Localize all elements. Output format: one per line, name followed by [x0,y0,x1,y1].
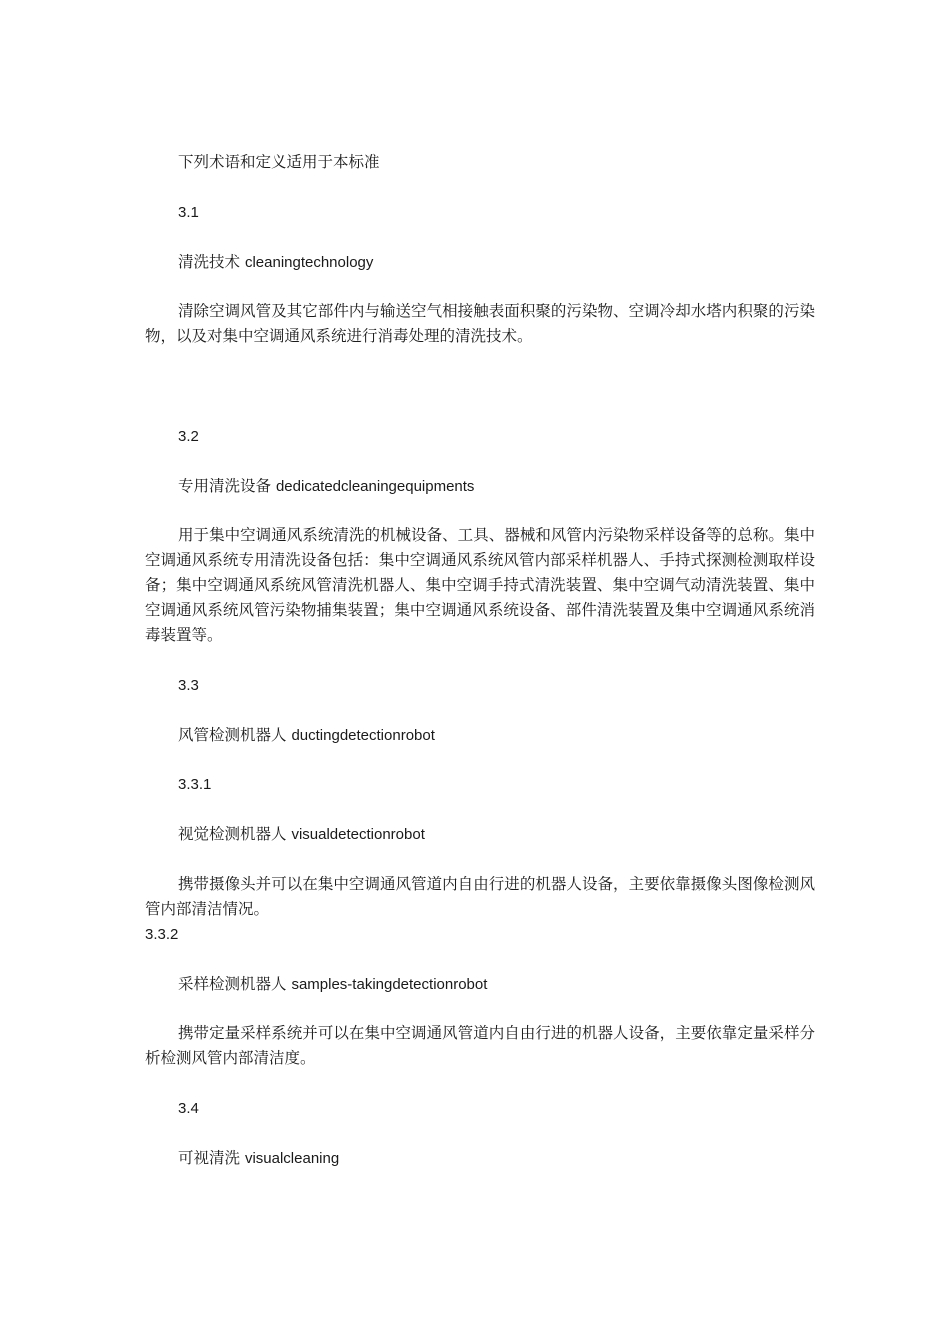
term-en: ductingdetectionrobot [291,727,435,744]
section-number-3-3: 3.3 [178,677,199,694]
definition-3-3-2: 携带定量采样系统并可以在集中空调通风管道内自由行进的机器人设备，主要依靠定量采样分析检测风管内部清洁度。 [145,1024,815,1067]
section-number-3-3-1: 3.3.1 [178,776,212,793]
term-cn: 可视清洗 [178,1149,241,1167]
section-number-3-3-2: 3.3.2 [145,926,179,943]
term-en: dedicatedcleaningequipments [275,478,475,495]
term-en: cleaningtechnology [244,254,374,271]
term-en: samples-takingdetectionrobot [291,976,488,993]
term-cn: 视觉检测机器人 [178,825,287,843]
term-cn: 采样检测机器人 [178,975,287,993]
term-3-3-1 [178,822,818,847]
term-cn: 清洗技术 [178,253,241,271]
section-number-3-1: 3.1 [178,204,199,221]
definition-3-1: 清除空调风管及其它部件内与输送空气相接触表面积聚的污染物、空调冷却水塔内积聚的污染物，以及对集中空调通风系统进行消毒处理的清洗技术。 [145,302,815,345]
term-3-3-2 [178,972,818,997]
intro-text: 下列术语和定义适用于本标准 [178,153,380,171]
term-cn: 风管检测机器人 [178,726,287,744]
term-3-4 [178,1146,818,1171]
section-number-3-4: 3.4 [178,1100,199,1117]
term-cn: 专用清洗设备 [178,477,272,495]
term-en: visualdetectionrobot [291,826,425,843]
term-3-1 [178,250,818,275]
definition-3-2: 用于集中空调通风系统清洗的机械设备、工具、器械和风管内污染物采样设备等的总称。集中空调通风系统专用清洗设备包括：集中空调通风系统风管内部采样机器人、手持式探测检测取样设备；集中空调通风系统风管清洗机器人、集中空调手持式清洗装置、集中空调气动清洗装置、集中空调通风系统风管污染物捕集装置；集中空调通风系统设备、部件清洗装置及集中空调通风系统消毒装置等。 [145,526,815,644]
term-en: visualcleaning [244,1150,340,1167]
definition-3-3-1: 携带摄像头并可以在集中空调通风管道内自由行进的机器人设备，主要依靠摄像头图像检测风管内部清洁情况。 [145,875,815,918]
section-number-3-2: 3.2 [178,428,199,445]
term-3-2 [178,474,818,499]
term-3-3 [178,723,818,748]
